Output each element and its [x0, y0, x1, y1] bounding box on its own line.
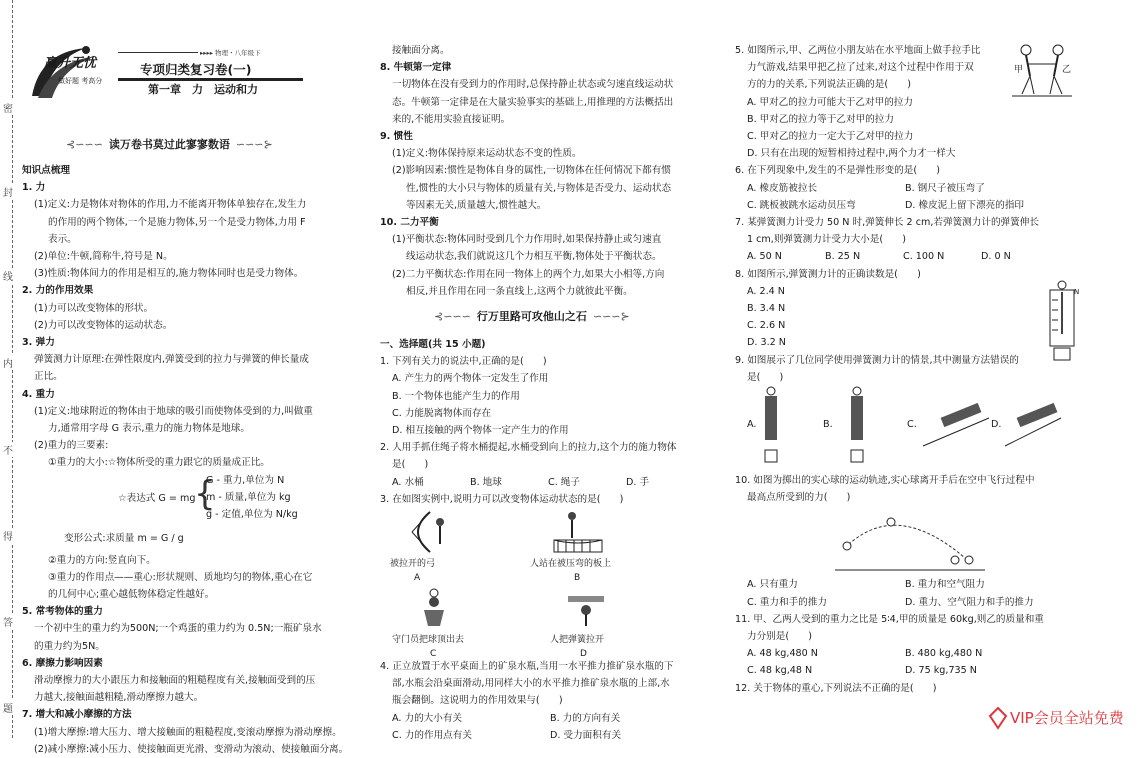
binding-strip [0, 0, 18, 738]
ornament-left-icon: ⊰∽∽∽ [434, 310, 471, 324]
text-line: 9. 惯性 [380, 131, 413, 143]
text-line: (1)定义:物体保持原来运动状态不变的性质。 [392, 148, 582, 160]
text-line: (1)定义:地球附近的物体由于地球的吸引而使物体受到的力,叫做重 [34, 405, 313, 417]
text-line: (1)力可以改变物体的形状。 [34, 302, 154, 314]
text-line: 线运动状态,我们就说这几个力相互平衡,物体处于平衡状态。 [406, 251, 662, 263]
options-row [735, 594, 1065, 611]
text-line: (2)重力的三要素: [34, 440, 109, 452]
q9-figures [735, 386, 1065, 472]
col2-lines [380, 42, 720, 300]
text-line: 来的,不能用实验直接证明。 [392, 113, 511, 125]
banner-2-row [380, 300, 720, 336]
text-line: 5. 常考物体的重力 [22, 606, 103, 618]
text-line: 滑动摩擦力的大小跟压力和接触面的粗糙程度有关,接触面受到的压 [34, 675, 316, 687]
option: A. 水桶 [392, 476, 424, 488]
figure-label: D [580, 649, 587, 660]
figure-caption: 人把弹簧拉开 [550, 635, 605, 646]
banner-text: 行万里路可攻他山之石 [476, 310, 587, 324]
question-stem: 4. 正立放置于水平桌面上的矿泉水瓶,当用一水平推力推矿泉水瓶的下 [380, 661, 674, 673]
option: C. 力能脱离物体而存在 [392, 407, 492, 419]
figure-label: C [430, 649, 437, 660]
question-stem: 5. 如图所示,甲、乙两位小朋友站在水平地面上做手拉手比 [735, 45, 981, 56]
q8-figure [1040, 280, 1086, 362]
text-line: (2)影响因素:惯性是物体自身的属性,一切物体在任何情况下都有惯 [392, 165, 671, 177]
section-title: 一、选择题(共 15 小题) [380, 339, 486, 351]
q10-figure [735, 506, 1065, 576]
question-stem: 方的力的关系,下列说法正确的是( ) [747, 79, 912, 91]
option: B. 力的方向有关 [550, 712, 621, 724]
text-line: 相反,并且作用在同一条直线上,这两个力就彼此平衡。 [406, 285, 633, 297]
option: A. 橡皮筋被拉长 [747, 182, 818, 194]
option: A. 50 N [747, 251, 782, 263]
options-row [380, 710, 720, 727]
option: B. 480 kg,480 N [905, 648, 983, 660]
question-stem: 部,水瓶会沿桌面滑动,用同样大小的水平推力推矿泉水瓶的上部,水 [392, 678, 670, 690]
vip-label: VIP会员全站免费 [1010, 709, 1124, 727]
text-line: 态。牛顿第一定律是在大量实验事实的基础上,用推理的方法概括出 [392, 96, 674, 108]
question-stem: 2. 人用手抓住绳子将水桶提起,水桶受到向上的拉力,这个力的施力物体 [380, 442, 677, 454]
q5-figure [1012, 42, 1072, 100]
options-row [735, 576, 1065, 593]
option: A. 甲对乙的拉力可能大于乙对甲的拉力 [747, 96, 913, 108]
question-stem: 10. 如图为掷出的实心球的运动轨迹,实心球离开手后在空中飞行过程中 [735, 475, 1035, 487]
ornament-right-icon: ∽∽∽⊱ [592, 310, 630, 324]
text-line: 表示。 [48, 233, 77, 245]
col1-lines [22, 179, 357, 471]
option: C. 甲对乙的拉力一定大于乙对甲的拉力 [747, 131, 914, 143]
text-line: (2)减小摩擦:减小压力、使接触面更光滑、变滑动为滚动、使接触面分离。 [34, 743, 349, 755]
text-line: 的几何中心;重心越低物体稳定性越好。 [48, 589, 215, 601]
bow-icon [400, 510, 446, 554]
column-2 [380, 42, 720, 744]
text-line: 3. 弹力 [22, 337, 55, 349]
text-line: 力,通常用字母 G 表示,重力的施力物体是地球。 [48, 423, 250, 435]
option: B. 地球 [470, 476, 502, 488]
options-row [735, 180, 1065, 197]
binding-char: 不 [2, 442, 14, 457]
options-row [380, 727, 720, 744]
question-stem: 力分别是( ) [747, 631, 813, 643]
question-stem: 8. 如图所示,弹簧测力计的正确读数是( ) [735, 268, 921, 280]
text-line: 力越大,接触面越粗糙,滑动摩擦力越大。 [34, 692, 204, 704]
spring-scale-d-icon [1003, 390, 1063, 450]
figure-label: 乙 [1062, 65, 1072, 75]
option: C. 跳板被跳水运动员压弯 [747, 199, 856, 211]
text-line: 10. 二力平衡 [380, 217, 439, 229]
question-stem: 1. 下列有关力的说法中,正确的是( ) [380, 356, 547, 368]
subject-label: ▸▸▸▸ 物理・八年级下 [200, 49, 261, 57]
text-line: 8. 牛顿第一定律 [380, 62, 452, 74]
figure-label: 甲 [1014, 65, 1024, 75]
option: B. 钢尺子被压弯了 [905, 182, 985, 194]
option: A. 只有重力 [747, 579, 798, 591]
figure-caption: 被拉开的弓 [390, 559, 436, 570]
option: A. 产生力的两个物体一定发生了作用 [392, 373, 549, 385]
question-stem: 力气游戏,结果甲把乙拉了过来,对这个过程中作用于双 [747, 62, 974, 74]
options-row [735, 248, 1065, 265]
option: B. 重力和空气阻力 [905, 579, 985, 591]
option: C. 力的作用点有关 [392, 729, 472, 741]
text-line: 1. 力 [22, 182, 46, 194]
binding-char: 题 [2, 700, 14, 715]
formula-item: g - 定值,单位为 N/kg [206, 508, 298, 520]
option: C. 48 kg,48 N [747, 665, 813, 677]
banner-text: 读万卷书莫过此寥寥数语 [108, 138, 230, 151]
option: D. 手 [626, 476, 650, 488]
figure-caption: 人站在被压弯的板上 [530, 559, 612, 570]
option: C. 100 N [903, 251, 945, 263]
question-stem: 最高点所受到的力( ) [747, 492, 851, 504]
text-line: 正比。 [34, 371, 63, 383]
question-stem: 1 cm,则弹簧测力计受力大小是( ) [747, 234, 907, 246]
option: B. 3.4 N [747, 303, 786, 315]
text-line: 的重力约为5N。 [34, 640, 105, 652]
section-heading: 知识点梳理 [22, 165, 70, 176]
option: B. 甲对乙的拉力等于乙对甲的拉力 [747, 113, 894, 125]
text-line: 接触面分离。 [392, 45, 450, 56]
formula-item: G - 重力,单位为 N [206, 474, 285, 486]
option: C. 2.6 N [747, 320, 786, 332]
q3-figures [380, 508, 720, 658]
text-line: (2)单位:牛顿,简称牛,符号是 N。 [34, 251, 173, 263]
option: B. 25 N [825, 251, 861, 263]
text-line: 等因素无关,质量越大,惯性越大。 [406, 199, 547, 211]
page-title: 专项归类复习卷(一) [140, 62, 252, 77]
column-1 [22, 162, 357, 758]
formula-lead: ☆表达式 G = mg [118, 492, 196, 504]
option: C. 重力和手的推力 [747, 596, 827, 608]
text-line: ②重力的方向:竖直向下。 [48, 554, 156, 566]
figure-label: D. [991, 419, 1002, 431]
text-line: ①重力的大小:☆物体所受的重力跟它的质量成正比。 [48, 457, 270, 469]
section-banner-2 [428, 308, 636, 325]
option: D. 只有在出现的短暂相持过程中,两个力才一样大 [747, 148, 956, 160]
binding-char: 线 [2, 268, 14, 283]
binding-char: 答 [2, 614, 14, 629]
figure-caption: 守门员把球顶出去 [392, 635, 465, 646]
col1-lines-2 [22, 552, 357, 758]
brand-name: 赢升无忧 [44, 56, 97, 71]
subject-text: 物理・八年级下 [215, 49, 261, 57]
options-row [380, 474, 720, 491]
brand-tagline: 做好题 考高分 [58, 77, 103, 85]
text-line: 一个初中生的重力约为500N;一个鸡蛋的重力约为 0.5N;一瓶矿泉水 [34, 623, 322, 635]
text-line: 性,惯性的大小只与物体的质量有关,与物体是否受力、运动状态 [406, 182, 672, 194]
text-line: (2)力可以改变物体的运动状态。 [34, 319, 173, 331]
figure-label: B [574, 573, 581, 584]
option: D. 重力、空气阻力和手的推力 [905, 596, 1034, 608]
scale-unit: N [1074, 288, 1080, 296]
spring-scale-a-icon [759, 386, 783, 468]
ball-trajectory-icon [835, 508, 985, 574]
variant-formula: 变形公式:求质量 m = G / g [64, 532, 184, 544]
option: D. 0 N [981, 251, 1011, 263]
brand-logo [26, 42, 122, 106]
figure-label: A [414, 573, 421, 584]
option: D. 75 kg,735 N [905, 665, 977, 677]
ornament-left-icon: ⊰∽∽∽ [66, 138, 103, 151]
question-stem: 9. 如图展示了几位同学使用弹簧测力计的情景,其中测量方法错误的 [735, 354, 1019, 366]
text-line: 2. 力的作用效果 [22, 285, 94, 297]
question-stem: 是( ) [392, 459, 429, 471]
formula-item: m - 质量,单位为 kg [206, 491, 291, 503]
text-line: 弹簧测力计原理:在弹性限度内,弹簧受到的拉力与弹簧的伸长量成 [34, 354, 309, 366]
text-line: (3)性质:物体间力的作用是相互的,施力物体同时也是受力物体。 [34, 268, 304, 280]
option: D. 受力面积有关 [550, 729, 622, 741]
text-line: 7. 增大和减小摩擦的方法 [22, 709, 132, 721]
binding-char: 得 [2, 528, 14, 543]
figure-label: B. [823, 419, 833, 431]
option: A. 力的大小有关 [392, 712, 463, 724]
option: D. 相互接触的两个物体一定产生力的作用 [392, 425, 569, 437]
diamond-icon [988, 706, 1008, 730]
page-subtitle: 第一章 力 运动和力 [148, 83, 258, 96]
text-line: 一切物体在没有受到力的作用时,总保持静止状态或匀速直线运动状 [392, 79, 674, 91]
question-stem: 12. 关于物体的重心,下列说法不正确的是( ) [735, 682, 937, 694]
text-line: (1)定义:力是物体对物体的作用,力不能离开物体单独存在,发生力 [34, 199, 307, 211]
column-3 [735, 42, 1065, 697]
binding-char: 封 [2, 184, 14, 199]
question-stem: 3. 在如图实例中,说明力可以改变物体运动状态的是( ) [380, 493, 624, 505]
text-line: (2)二力平衡状态:作用在同一物体上的两个力,如果大小相等,方向 [392, 268, 665, 280]
options-row [735, 197, 1065, 214]
vip-banner[interactable] [988, 701, 1147, 738]
text-line: ③重力的作用点——重心:形状规则、质地均匀的物体,重心在它 [48, 571, 313, 583]
question-stem: 瓶会翻倒。这说明力的作用效果与( ) [392, 695, 563, 707]
text-line: (1)增大摩擦:增大压力、增大接触面的粗糙程度,变滚动摩擦为滑动摩擦。 [34, 726, 342, 738]
spring-stretch-icon [566, 588, 606, 628]
brace-icon: { [194, 473, 216, 514]
text-line: 的作用的两个物体,一个是施力物体,另一个是受力物体,力用 F [48, 216, 306, 228]
text-line: (1)平衡状态:物体同时受到几个力作用时,如果保持静止或匀速直 [392, 234, 662, 246]
gravity-formula [22, 472, 357, 526]
option: C. 绳子 [548, 476, 580, 488]
question-stem: 11. 甲、乙两人受到的重力之比是 5∶4,甲的质量是 60kg,则乙的质量和重 [735, 613, 1044, 625]
option: A. 48 kg,480 N [747, 648, 818, 660]
option: D. 橡皮泥上留下漂亮的指印 [905, 199, 1025, 211]
binding-char: 密 [2, 100, 14, 115]
text-line: 6. 摩擦力影响因素 [22, 657, 103, 669]
question-stem: 6. 在下列现象中,发生的不是弹性形变的是( ) [735, 165, 941, 177]
goalkeeper-icon [416, 588, 452, 628]
option: D. 3.2 N [747, 337, 786, 349]
figure-label: C. [907, 419, 917, 431]
spring-scale-c-icon [921, 390, 991, 450]
option: A. 2.4 N [747, 285, 785, 297]
section-banner-1 [60, 136, 279, 152]
figure-label: A. [747, 419, 757, 431]
spring-scale-b-icon [845, 386, 869, 468]
text-line: 4. 重力 [22, 388, 55, 400]
option: B. 一个物体也能产生力的作用 [392, 390, 520, 402]
question-stem: 7. 某弹簧测力计受力 50 N 时,弹簧伸长 2 cm,若弹簧测力计的弹簧伸长 [735, 217, 1039, 229]
options-row [735, 662, 1065, 679]
binding-char: 内 [2, 355, 14, 370]
options-row [735, 645, 1065, 662]
board-person-icon [552, 510, 604, 554]
ornament-right-icon: ∽∽∽⊱ [235, 138, 273, 151]
question-stem: 是( ) [747, 371, 784, 383]
